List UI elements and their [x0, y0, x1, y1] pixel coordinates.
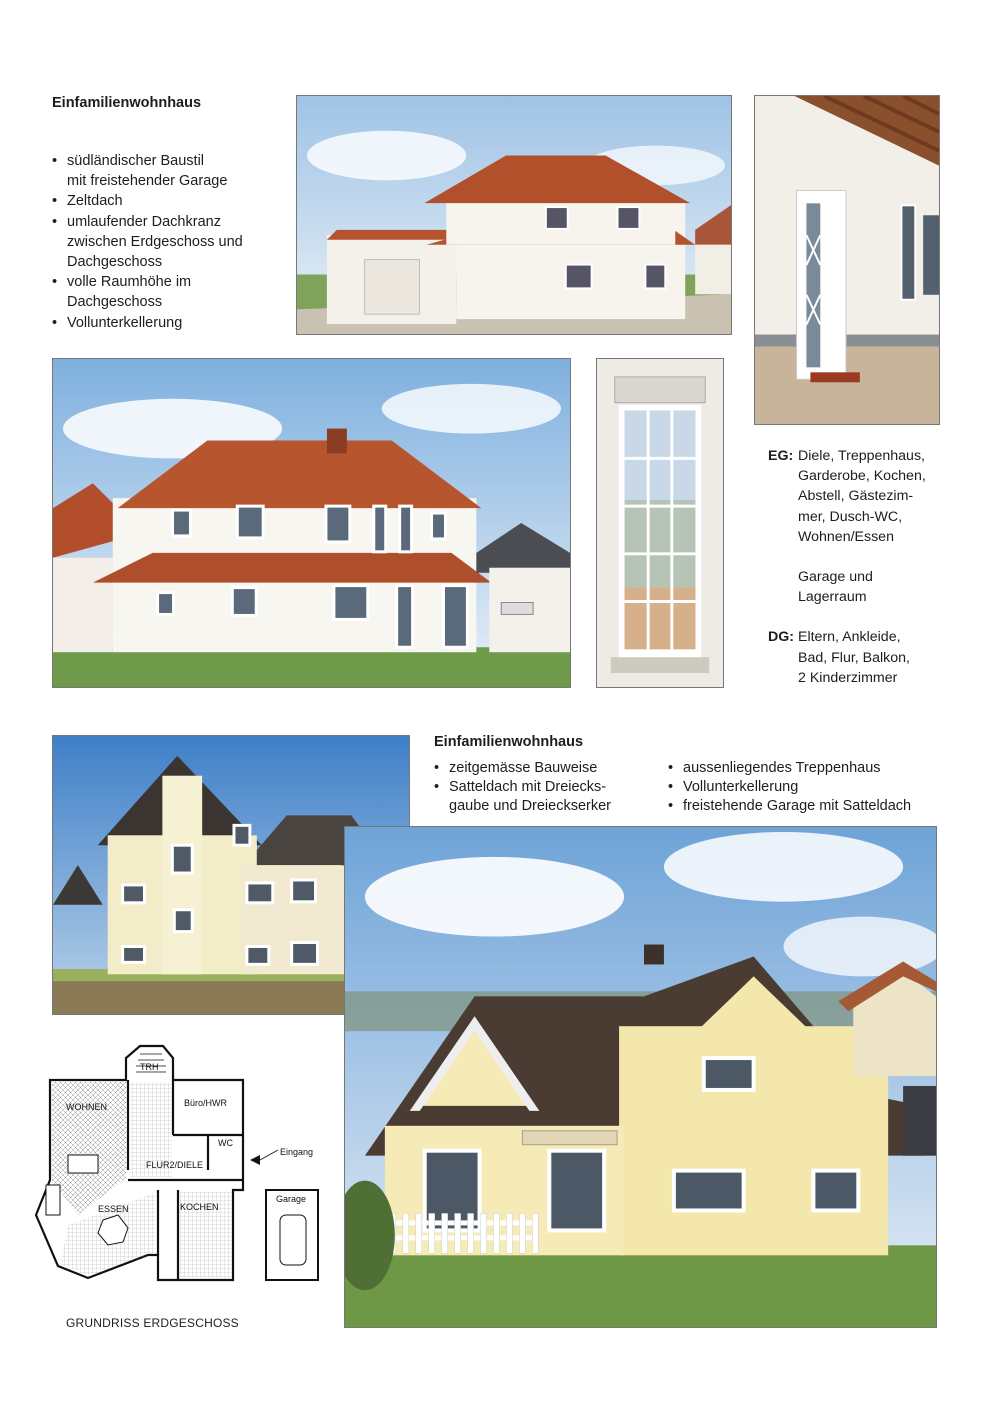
house-with-garage-photo — [296, 95, 732, 335]
fp-label-wc: WC — [218, 1138, 233, 1148]
list-item: • Vollunterkellerung — [668, 778, 968, 797]
section1-feature-list — [52, 151, 282, 333]
list-item: • Zeltdach — [52, 191, 282, 211]
section2-heading: Einfamilienwohnhaus — [434, 734, 584, 750]
list-item: • freistehende Garage mit Satteldach — [668, 797, 968, 816]
list-item: • zeitgemässe Bauweise — [434, 759, 664, 778]
list-item: • Vollunterkellerung — [52, 313, 282, 333]
section2-feature-list-left — [434, 759, 664, 815]
large-house-photo — [52, 358, 571, 688]
list-item: • aussenliegendes Treppenhaus — [668, 759, 968, 778]
eg-label: EG: — [768, 448, 794, 464]
dg-label: DG: — [768, 629, 795, 646]
fp-label-flur: FLUR2/DIELE — [146, 1160, 204, 1170]
fp-label-essen: ESSEN — [98, 1204, 129, 1214]
fp-label-garage: Garage — [276, 1194, 307, 1204]
list-item: • volle Raumhöhe im Dachgeschoss — [52, 272, 282, 312]
floor-plan — [28, 1040, 348, 1295]
fp-label-buero: Büro/HWR — [184, 1098, 228, 1108]
section1-heading: Einfamilienwohnhaus — [52, 95, 202, 111]
fp-label-trh: TRH — [140, 1062, 159, 1072]
tall-window-photo — [596, 358, 724, 688]
list-item: • Satteldach mit Dreiecks- gaube und Dreieckserker — [434, 778, 664, 816]
floor-plan-caption: GRUNDRISS ERDGESCHOSS — [66, 1316, 239, 1330]
yellow-house-photo — [344, 826, 937, 1328]
entrance-door-photo — [754, 95, 940, 425]
list-item: • umlaufender Dachkranz zwischen Erdgeschoss und Dachgeschoss — [52, 212, 282, 273]
fp-label-kochen: KOCHEN — [180, 1202, 219, 1212]
fp-label-eingang: Eingang — [280, 1147, 314, 1157]
list-item: • südländischer Baustil mit freistehender Garage — [52, 151, 282, 191]
room-description: EG: Diele, Treppenhaus, Garderobe, Kochen, Abstell, Gästezim- mer, Dusch-WC, Wohnen/Essen Garage und Lagerraum DG: Eltern, Ankleide, Bad, Flur, Balkon, 2 Kinderzimmer — [768, 448, 926, 686]
section2-feature-list-right — [668, 759, 968, 815]
fp-label-wohnen: WOHNEN — [66, 1102, 107, 1112]
